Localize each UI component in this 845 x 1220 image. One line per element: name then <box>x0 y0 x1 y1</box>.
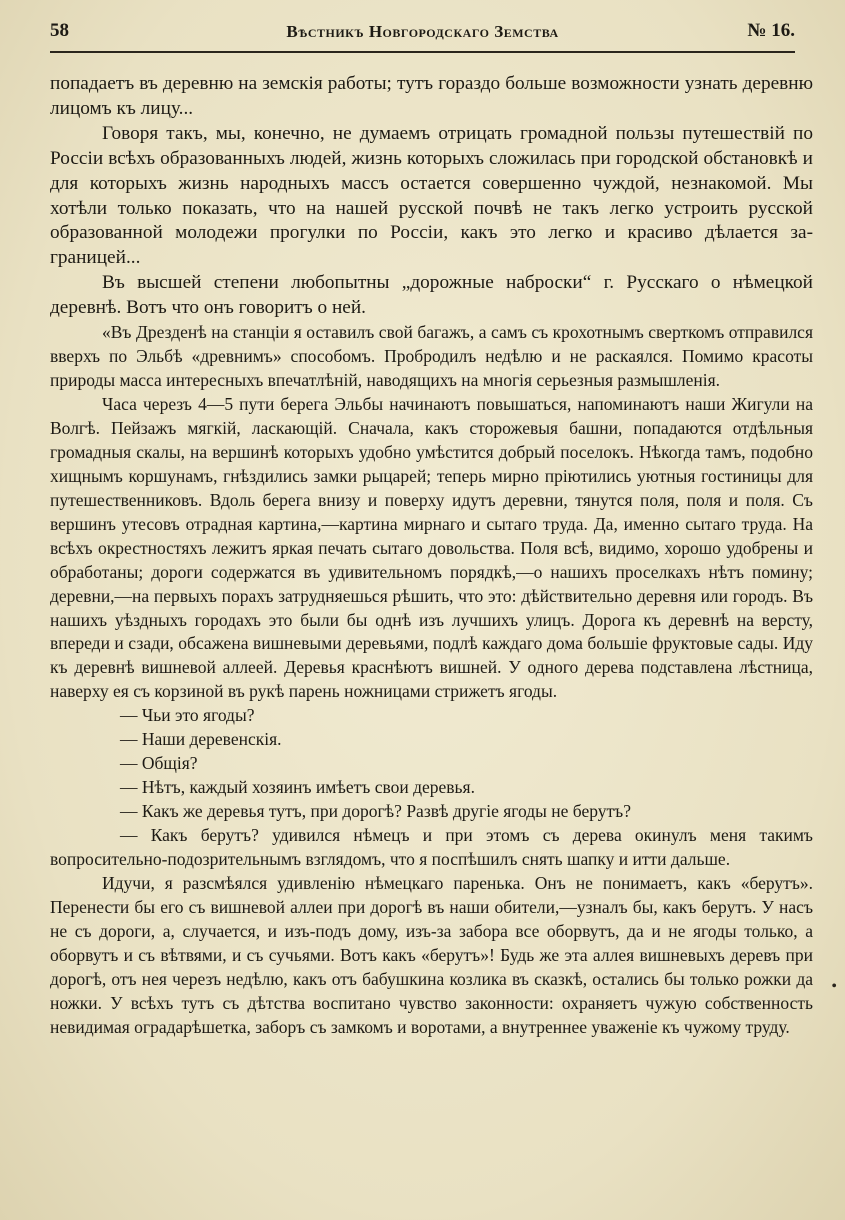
page-number: 58 <box>50 20 69 41</box>
dialogue-line: — Наши деревенскія. <box>120 729 282 750</box>
issue-number: № 16. <box>747 20 795 41</box>
running-title: Вѣстникъ Новгородскаго Земства <box>286 22 559 41</box>
dialogue-line: — Какъ же деревья тутъ, при дорогѣ? Развѣ другіе ягоды не берутъ? <box>120 801 631 822</box>
dialogue-line: — Какъ берутъ? удивился нѣмецъ и при этомъ съ дерева окинулъ меня такимъ вопросительно-подозрительнымъ взглядомъ, что я поспѣшилъ снять шапку и итти дальше. <box>50 825 813 870</box>
dialogue-line: — Нѣтъ, каждый хозяинъ имѣетъ свои деревья. <box>120 777 475 798</box>
header-rule <box>50 51 795 53</box>
dialogue-line: — Чьи это ягоды? <box>120 705 255 726</box>
paragraph: Говоря такъ, мы, конечно, не думаемъ отрицать громадной пользы путешествій по Россіи всѣхъ образованныхъ людей, жизнь которыхъ сложилась при городской обстановкѣ и для которыхъ жизнь народныхъ массъ остается совершенно чуждой, незнакомой. Мы хотѣли только показать, что на нашей русской почвѣ не такъ легко устроить русской образованной молодежи прогулки по Россіи, какъ это легко и красиво дѣлается за-границей... <box>50 122 813 269</box>
page-header <box>50 20 795 50</box>
quote-paragraph: «Въ Дрезденѣ на станціи я оставилъ свой багажъ, а самъ съ крохотнымъ сверткомъ отправился вверхъ по Эльбѣ «древнимъ» способомъ. Пробродилъ недѣлю и не раскаялся. Помимо красоты природы масса интересныхъ впечатлѣній, наводящихъ на многія серьезныя размышленія. <box>50 322 813 390</box>
paragraph: Въ высшей степени любопытны „дорожные наброски“ г. Русскаго о нѣмецкой деревнѣ. Вотъ что онъ говоритъ о ней. <box>50 272 813 319</box>
quote-paragraph: Часа черезъ 4—5 пути берега Эльбы начинаютъ повышаться, напоминаютъ наши Жигули на Волгѣ. Пейзажъ мягкій, ласкающій. Сначала, какъ сторожевыя башни, попадаются отдѣльныя громадныя скалы, на вершинѣ которыхъ удобно умѣстится добрый поселокъ. Нѣкогда тамъ, подобно хищнымъ коршунамъ, гнѣздились замки рыцарей; теперь мирно пріютились уютныя гостиницы для путешественниковъ. Вдоль берега внизу и поверху идутъ деревни, тянутся поля, поля и поля. Съ вершинъ утесовъ отрадная картина,—картина мирнаго и сытаго труда. Да, именно сытаго труда. На всѣхъ окрестностяхъ лежитъ яркая печать сытаго довольства. Поля всѣ, видимо, хорошо удобрены и обработаны; дороги содержатся въ удивительномъ порядкѣ,—о нашихъ проселкахъ нѣтъ помину; деревни,—на первыхъ порахъ затрудняешься рѣшить, что это: дѣйствительно деревня или городъ. Въ нашихъ уѣздныхъ городахъ это были бы однѣ изъ лучшихъ улицъ. Дорога къ деревнѣ на версту, впереди и сзади, обсажена вишневыми деревьями, подлѣ каждаго дома большіе фруктовые сады. Иду къ деревнѣ вишневой аллеей. Деревья краснѣютъ вишней. У одного дерева подставлена лѣстница, наверху ея съ корзиной въ рукѣ парень ножницами стрижетъ ягоды. <box>50 393 813 702</box>
article-body <box>50 72 813 1040</box>
dialogue-line: — Общія? <box>120 753 198 774</box>
quote-paragraph: Идучи, я разсмѣялся удивленію нѣмецкаго паренька. Онъ не понимаетъ, какъ «берутъ». Перенести бы его съ вишневой аллеи при дорогѣ въ наши обители,—узналъ бы, какъ берутъ. У насъ не съ дороги, а, случается, и изъ-подъ дому, изъ-за забора все оборвутъ, да и не ягоды только, а оборвутъ и съ вѣтвями, и съ сучьями. Вотъ какъ «берутъ»! Будь же эта аллея вишневыхъ деревъ при дорогѣ, отъ нея черезъ недѣлю, какъ отъ бабушкина козлика въ сказкѣ, остались бы только рожки да ножки. У всѣхъ тутъ съ дѣтства воспитано чувство законности: охраняетъ чужую собственность невидимая оградарѣшетка, заборъ съ замкомъ и воротами, а внутреннее уваженіе къ чужому труду. <box>50 872 813 1037</box>
margin-dot: • <box>831 978 837 995</box>
paragraph: попадаетъ въ деревню на земскія работы; тутъ гораздо больше возможности узнать деревню лицомъ къ лицу... <box>50 73 813 119</box>
